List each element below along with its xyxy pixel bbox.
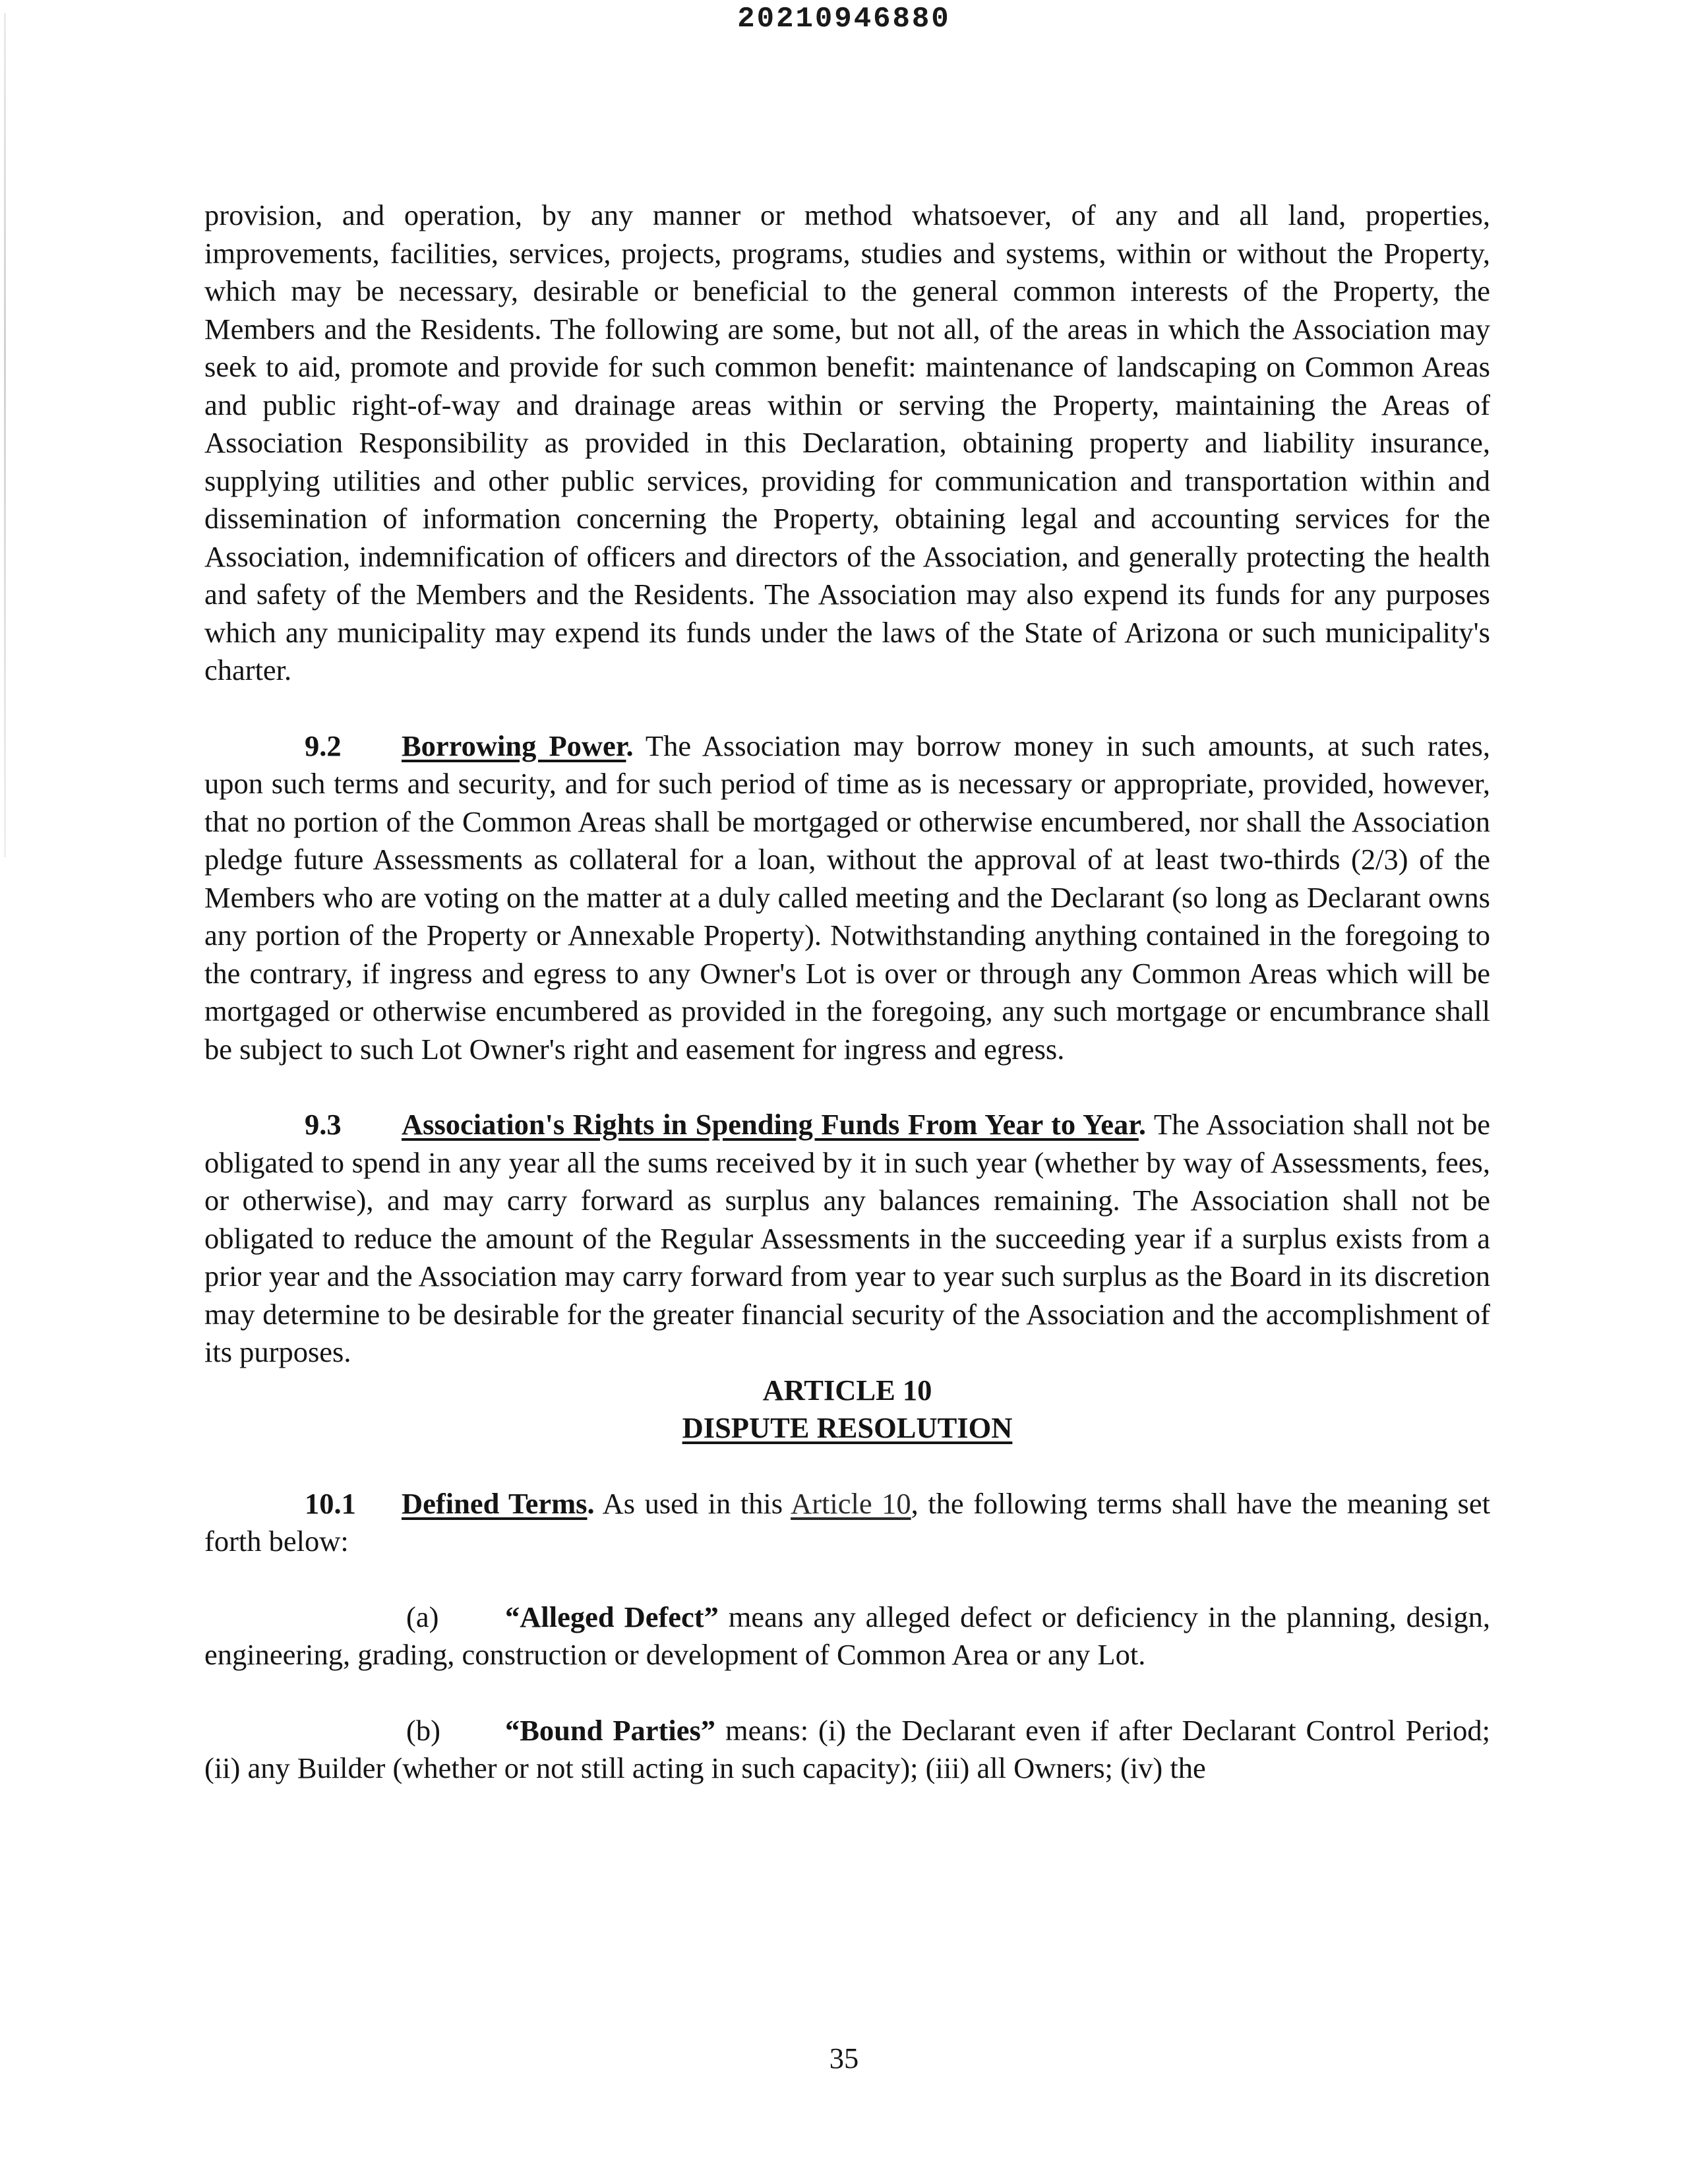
section-9-2-title-end: . — [626, 729, 634, 762]
section-10-1-number: 10.1 — [305, 1486, 356, 1520]
paragraph-continuation: provision, and operation, by any manner or method whatsoever, of any and all land, properties, improvements, facilities, services, projects, programs, studies and systems, within or without the Property, which may be necessary, desirable or beneficial to the general common interests of the Property, the Members and the Residents. The following are some, but not all, of the areas in which the Association may seek to aid, promote and provide for such common benefit: maintenance of landscaping on Common Areas and public right-of-way and drainage areas within or serving the Property, maintaining the Areas of Association Responsibility as provided in this Declaration, obtaining property and liability insurance, supplying utilities and other public services, providing for communication and transportation within and dissemination of information concerning the Property, obtaining legal and accounting services for the Association, indemnification of officers and directors of the Association, and generally protecting the health and safety of the Members and the Residents. The Association may also expend its funds for any purposes which any municipality may expend its funds under the laws of the State of Arizona or such municipality's charter. — [204, 198, 1490, 686]
document-number: 20210946880 — [737, 3, 951, 36]
section-10-1-text-after: , the following terms shall have the meaning set forth below: — [204, 1486, 1490, 1558]
section-10-1-title-end: . — [587, 1486, 595, 1520]
article-10-reference-link[interactable]: Article 10 — [791, 1486, 911, 1520]
section-9-2-title: Borrowing Power — [402, 729, 626, 762]
section-9-3-title-end: . — [1138, 1108, 1147, 1141]
page-content — [204, 197, 1490, 1788]
section-9-2-text: The Association may borrow money in such amounts, at such rates, upon such terms and security, and for such period of time as is necessary or appropriate, provided, however, that no portion of the Common Areas shall be mortgaged or otherwise encumbered, nor shall the Association pledge future Assessments as collateral for a loan, without the approval of at least two-thirds (2/3) of the Members who are voting on the matter at a duly called meeting and the Declarant (so long as Declarant owns any portion of the Property or Annexable Property). Notwithstanding anything contained in the foregoing to the contrary, if ingress and egress to any Owner's Lot is over or through any Common Areas which will be mortgaged or otherwise encumbered as provided in the foregoing, any such mortgage or encumbrance shall be subject to such Lot Owner's right and easement for ingress and egress. — [204, 729, 1490, 1066]
section-10-1-title: Defined Terms — [402, 1486, 588, 1520]
section-9-2-number: 9.2 — [305, 729, 342, 762]
article-label: ARTICLE 10 — [762, 1373, 932, 1407]
section-9-3-title: Association's Rights in Spending Funds From Year to Year — [402, 1108, 1139, 1141]
definition-item-b-label: (b) — [406, 1713, 440, 1747]
section-9-2 — [204, 727, 1490, 1069]
section-10-1-text-before: As used in this — [594, 1486, 791, 1520]
article-title — [204, 1409, 1490, 1447]
definition-item-b-text: means: (i) the Declarant even if after Declarant Control Period; (ii) any Builder (whether or not still acting in such capacity); (iii) all Owners; (iv) the — [204, 1713, 1490, 1784]
article-title-text: DISPUTE RESOLUTION — [682, 1411, 1013, 1444]
section-9-3 — [204, 1106, 1490, 1372]
definition-item-b — [204, 1712, 1490, 1788]
scan-edge — [4, 13, 6, 857]
definition-item-b-term: “Bound Parties” — [505, 1713, 716, 1747]
section-9-3-number: 9.3 — [305, 1108, 342, 1141]
section-10-1 — [204, 1485, 1490, 1561]
definition-item-a-text: means any alleged defect or deficiency in the planning, design, engineering, grading, construction or development of Common Area or any Lot. — [204, 1600, 1490, 1671]
page-number: 35 — [829, 2042, 859, 2075]
definition-item-a-label: (a) — [406, 1600, 439, 1633]
definition-item-a — [204, 1598, 1490, 1674]
definition-item-a-term: “Alleged Defect” — [505, 1600, 719, 1633]
section-9-3-text: The Association shall not be obligated to spend in any year all the sums received by it in such year (whether by way of Assessments, fees, or otherwise), and may carry forward as surplus any balances remaining. The Association shall not be obligated to reduce the amount of the Regular Assessments in the succeeding year if a surplus exists from a prior year and the Association may carry forward from year to year such surplus as the Board in its discretion may determine to be desirable for the greater financial security of the Association and the accomplishment of its purposes. — [204, 1108, 1491, 1368]
